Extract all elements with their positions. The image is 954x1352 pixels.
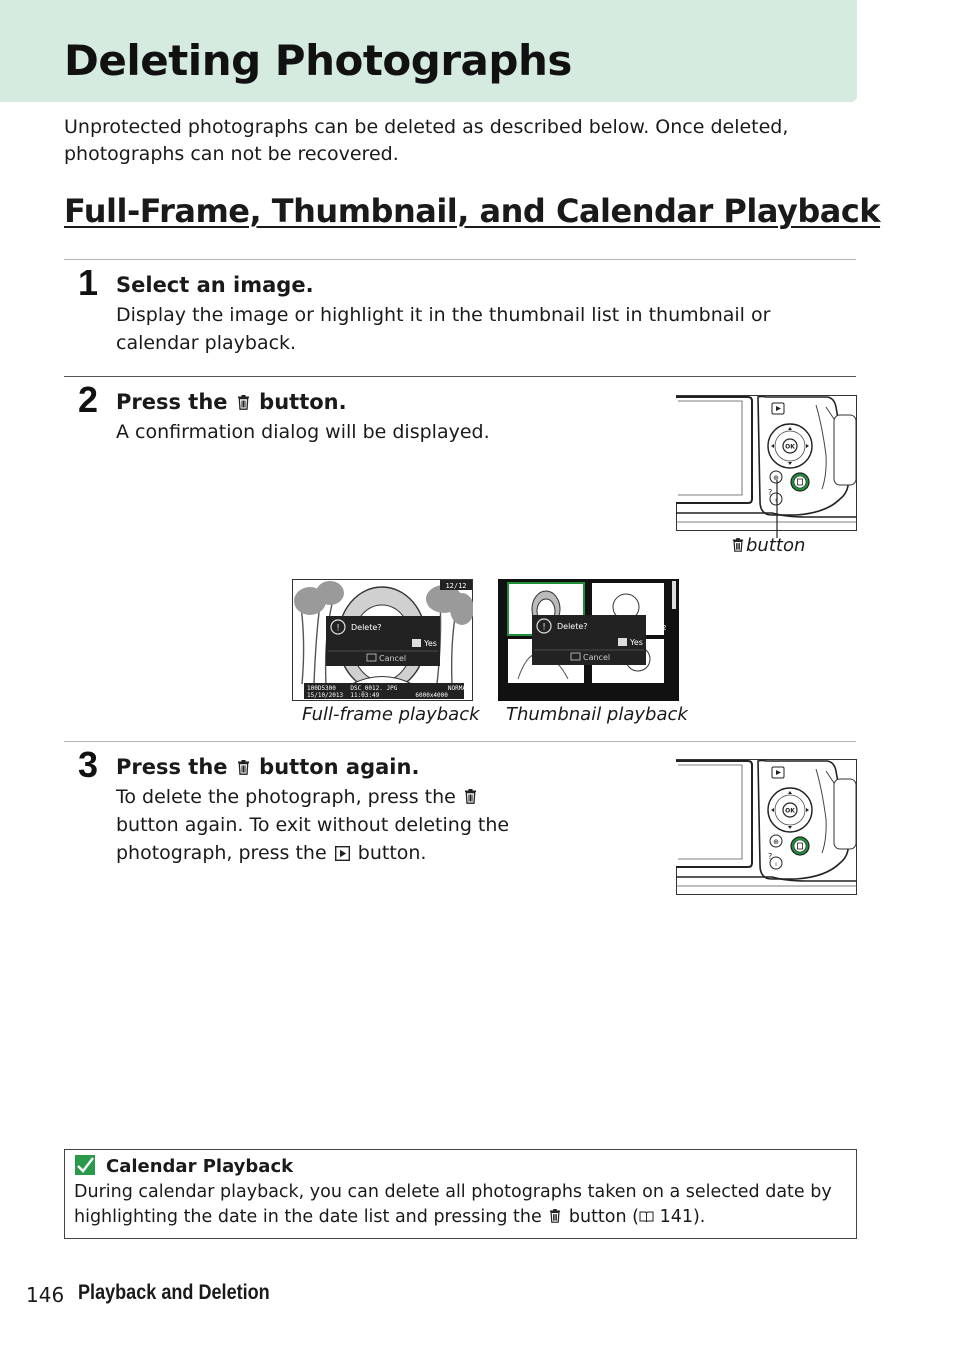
step-3-title-post: button again. [259,755,420,779]
calendar-playback-note [64,1149,857,1239]
trash-icon [237,395,250,410]
book-icon [639,1211,654,1223]
section-heading: Full-Frame, Thumbnail, and Calendar Playback [64,192,881,230]
step-divider [64,376,856,377]
dialog-yes: Yes [424,639,437,648]
intro-paragraph: Unprotected photographs can be deleted as described below. Once deleted, photographs can not be recovered. [64,116,789,165]
note-text-mid: button ( [568,1207,639,1227]
svg-text:!: ! [542,622,546,633]
step-1-number: 1 [78,262,99,303]
note-title: Calendar Playback [106,1156,294,1177]
step-3-number: 3 [78,744,99,785]
svg-text:!: ! [336,623,340,634]
step-3-body-post: button. [357,842,427,864]
step-3-title-pre: Press the [116,755,228,779]
trash-icon [732,538,744,552]
camera-back-illustration [676,395,857,531]
frame-counter: 12/12 [445,582,467,590]
step-divider [64,259,856,260]
note-page-ref[interactable]: 141 [659,1207,693,1227]
dialog-cancel: Cancel [583,653,611,662]
step-2-title-pre: Press the [116,390,228,414]
dialog-yes: Yes [630,638,643,647]
page-title: Deleting Photographs [64,36,572,85]
note-text-post: ). [692,1207,706,1227]
step-1-body: Display the image or highlight it in the thumbnail list in thumbnail or calendar playback. [116,304,771,354]
trash-button-caption-text: button [746,535,806,556]
step-3-body-pre: To delete the photograph, press the [116,786,456,808]
callout-line [770,480,784,540]
thumbnail-caption: Thumbnail playback [506,704,688,725]
note-text [74,1180,844,1230]
playback-icon [335,846,350,861]
page-number: 146 [26,1283,65,1307]
full-frame-playback-screen [292,579,473,701]
dialog-title: Delete? [557,622,588,631]
thumbnail-playback-screen [498,579,679,701]
thumb-number: 3 [578,676,583,684]
dialog-title: Delete? [351,623,382,632]
info-line-1: 100D5300 DSC_0012. JPG NORMAL [307,685,470,692]
thumb-number: 2 [662,624,667,632]
step-divider [64,741,856,742]
step-1-title: Select an image. [116,273,314,297]
trash-icon [237,760,250,775]
step-2-title [116,390,347,414]
step-3-body-mid: button again. To exit without deleting the photograph, press the [116,814,510,864]
step-2-body: A confirmation dialog will be displayed. [116,421,490,443]
step-2-number: 2 [78,379,99,420]
step-3-title [116,755,419,779]
trash-icon [464,789,477,804]
dialog-cancel: Cancel [379,654,407,663]
chapter-label: Playback and Deletion [78,1281,270,1304]
info-line-2: 15/10/2013 11:03:49 6000x4000 [307,692,448,699]
step-2-title-post: button. [259,390,347,414]
trash-button-caption [730,535,805,556]
check-note-icon [75,1155,95,1175]
thumb-number: 4 [658,676,663,684]
step-3-body [116,783,536,867]
note-text-pre: During calendar playback, you can delete all photographs taken on a selected date by highlighting the date in the date list and pressing the [74,1182,832,1227]
camera-back-illustration [676,759,857,895]
full-frame-caption: Full-frame playback [302,704,480,725]
trash-icon [549,1209,561,1223]
